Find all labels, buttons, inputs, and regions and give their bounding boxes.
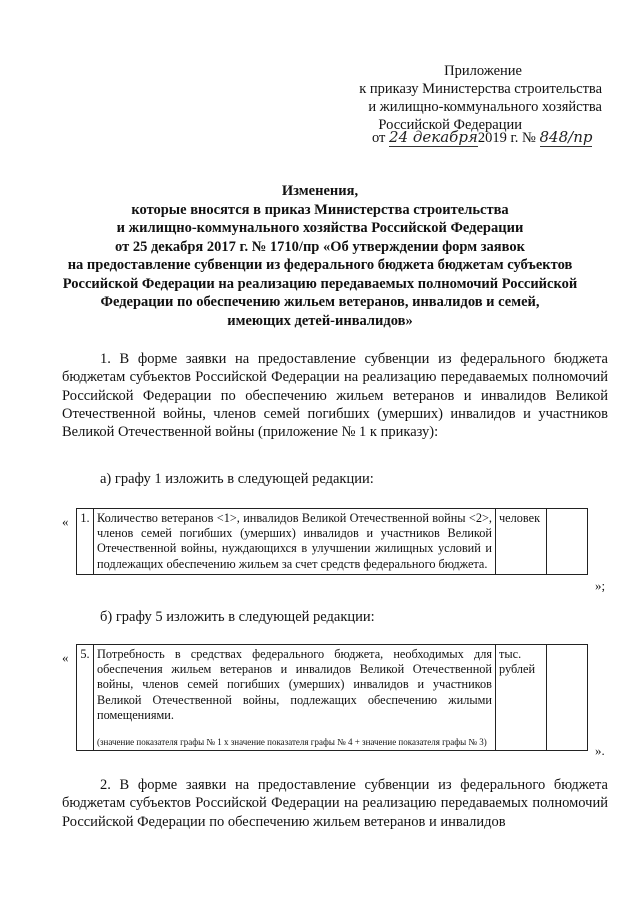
title-line: от 25 декабря 2017 г. № 1710/пр «Об утверждении форм заявок bbox=[115, 238, 525, 255]
row-unit: человек bbox=[496, 509, 547, 575]
header-date-line bbox=[372, 128, 592, 147]
row-description-text: Потребность в средствах федерального бюджета, необходимых для обеспечения жильем ветеранов и инвалидов Великой Отечественной войны, членов семей погибших (умерших) инвалидов и участников Великой Отечественной войны, подлежащих обеспечению жилыми помещениями. bbox=[97, 647, 492, 722]
paragraph-2-text: 2. В форме заявки на предоставление субвенции из федерального бюджета бюджетам субъектов Российской Федерации на реализацию передаваемых полномочий Российской Федерации по обеспечению жильем ветеранов и инвалидов bbox=[62, 777, 608, 830]
handwritten-date: 24 декабря bbox=[389, 128, 478, 146]
row-description bbox=[94, 645, 496, 751]
title-line: Федерации по обеспечению жильем ветеранов, инвалидов и семей, bbox=[100, 294, 540, 310]
paragraph-2 bbox=[62, 776, 608, 831]
date-year-number: 2019 г. № bbox=[477, 130, 536, 146]
title-line: на предоставление субвенции из федерального бюджета бюджетам субъектов bbox=[67, 257, 573, 273]
table-row-5 bbox=[76, 644, 588, 751]
row-description: Количество ветеранов <1>, инвалидов Великой Отечественной войны <2>, членов семей погибших (умерших) инвалидов и участников Великой Отечественной войны, нуждающихся в улучшении жилищных условий и подлежащих обеспечению жильем за счет средств федерального бюджета. bbox=[94, 509, 496, 575]
open-quote: « bbox=[62, 650, 69, 665]
paragraph-1 bbox=[62, 350, 608, 441]
header-ministry-line: и жилищно-коммунального хозяйства bbox=[368, 99, 602, 115]
title-line: имеющих детей-инвалидов» bbox=[227, 312, 413, 329]
row-number: 5. bbox=[77, 645, 94, 751]
close-quote: ». bbox=[595, 743, 605, 758]
title-line: и жилищно-коммунального хозяйства Российской Федерации bbox=[116, 220, 524, 236]
header-country-line: Российской Федерации bbox=[378, 117, 522, 133]
table-row-1 bbox=[76, 508, 588, 575]
title-line: Изменения, bbox=[281, 183, 359, 199]
row-number: 1. bbox=[77, 509, 94, 575]
row-empty-cell bbox=[547, 509, 588, 575]
date-prefix: от bbox=[372, 130, 386, 146]
row-formula: (значение показателя графы № 1 х значение показателя графы № 4 + значение показателя графы № 3) bbox=[97, 737, 487, 748]
document-title bbox=[40, 182, 600, 330]
open-quote: « bbox=[62, 514, 69, 529]
row-empty-cell bbox=[547, 645, 588, 751]
row-unit: тыс. рублей bbox=[496, 645, 547, 751]
close-quote: »; bbox=[595, 578, 606, 593]
header-order-line: к приказу Министерства строительства bbox=[359, 81, 602, 97]
title-line: которые вносятся в приказ Министерства строительства bbox=[131, 201, 509, 218]
subpoint-b: б) графу 5 изложить в следующей редакции: bbox=[100, 609, 375, 625]
header-appendix: Приложение bbox=[444, 63, 522, 79]
subpoint-a: а) графу 1 изложить в следующей редакции: bbox=[100, 471, 374, 487]
title-line: Российской Федерации на реализацию передаваемых полномочий Российской bbox=[62, 275, 578, 292]
handwritten-order-number: 848/пр bbox=[539, 128, 593, 146]
paragraph-1-text: 1. В форме заявки на предоставление субвенции из федерального бюджета бюджетам субъектов Российской Федерации на реализацию передаваемых полномочий Российской Федерации по обеспечению жильем ветеранов и инвалидов Великой Отечественной войны, членов семей погибших (умерших) инвалидов и участников Великой Отечественной войны (приложение № 1 к приказу): bbox=[62, 351, 608, 441]
